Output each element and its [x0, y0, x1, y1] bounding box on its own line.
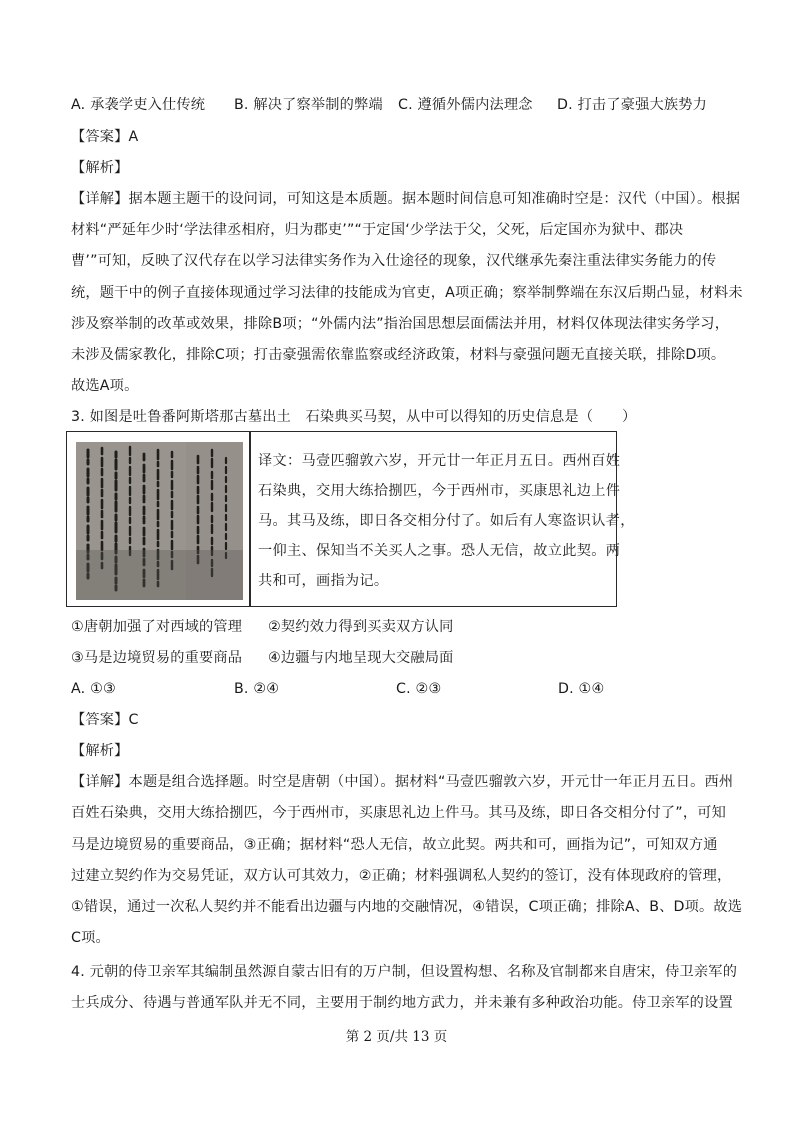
- q3-analysis-label: 【解析】: [71, 743, 129, 759]
- q3-detail-line: 过建立契约作为交易凭证，双方认可其效力，②正确；材料强调私人契约的签订，没有体现政府的管理，: [71, 868, 732, 884]
- q2-option-a: A. 承袭学吏入仕传统: [71, 97, 206, 113]
- q3-statement-2: ②契约效力得到买卖双方认同: [268, 619, 454, 635]
- q3-material-box: [66, 431, 635, 607]
- contract-document-image: [76, 442, 243, 600]
- q3-detail-line: 百姓石染典，交用大练拾捌匹，今于西州市，买康思礼边上件马。其马及练，即日各交相分付了”，可知: [71, 805, 726, 821]
- q3-option-d: D. ①④: [558, 681, 605, 697]
- q3-question: 3. 如图是吐鲁番阿斯塔那古墓出土 石染典买马契，从中可以得知的历史信息是（ ）: [71, 409, 637, 425]
- q3-statement-1: ①唐朝加强了对西域的管理: [71, 619, 243, 635]
- q2-option-c: C. 遵循外儒内法理念: [398, 97, 533, 113]
- q4-text-line: 4. 元朝的侍卫亲军其编制虽然源自蒙古旧有的万户制，但设置构想、名称及官制都来自唐宋，侍卫亲军的: [71, 964, 738, 980]
- material-line: 共和可，画指为记。: [258, 573, 389, 589]
- q2-analysis-label: 【解析】: [71, 160, 129, 176]
- q3-detail-line: C项。: [71, 930, 110, 946]
- q3-detail-line: ①错误，通过一次私人契约并不能看出边疆与内地的交融情况，④错误，C项正确；排除A、B、D项。故选: [71, 899, 743, 915]
- q2-detail-line: 材料“严延年少时‘学法律丞相府，归为郡吏’”“于定国‘少学法于父，父死，后定国亦为狱中、郡决: [71, 222, 684, 238]
- material-line: 译文：马壹匹骝敦六岁，开元廿一年正月五日。西州百姓: [258, 453, 621, 469]
- q3-statement-4: ④边疆与内地呈现大交融局面: [268, 650, 454, 666]
- material-line: 一仰主、保知当不关买人之事。恐人无信，故立此契。两: [258, 543, 621, 559]
- q3-detail-line: 马是边境贸易的重要商品，③正确；据材料“恐人无信，故立此契。两共和可，画指为记”，可知双方通: [71, 837, 718, 853]
- q2-detail-line: 涉及察举制的改革或效果，排除B项；“外儒内法”指治国思想层面儒法并用，材料仅体现法律实务学习，: [71, 316, 730, 332]
- page-footer: 第 2 页/共 13 页: [345, 1029, 448, 1045]
- q2-detail-line: 未涉及儒家教化，排除C项；打击豪强需依靠监察或经济政策，材料与豪强问题无直接关联，排除D项。: [71, 347, 726, 363]
- q3-answer-label: 【答案】C: [71, 712, 139, 728]
- q2-answer-label: 【答案】A: [71, 129, 139, 145]
- material-line: 马。其马及练，即日各交相分付了。如后有人寒盗识认者，: [258, 513, 635, 529]
- q3-detail-line: 【详解】本题是组合选择题。时空是唐朝（中国）。据材料“马壹匹骝敦六岁，开元廿一年正月五日。西州: [71, 774, 734, 790]
- q3-option-c: C. ②③: [396, 681, 442, 697]
- q2-detail-line: 【详解】据本题主题干的设问词，可知这是本质题。据本题时间信息可知准确时空是：汉代（中国）。根据: [71, 191, 741, 207]
- q3-material-translation: [258, 446, 635, 596]
- material-line: 石染典，交用大练拾捌匹，今于西州市，买康思礼边上件: [258, 483, 621, 499]
- q2-detail-line: 统，题干中的例子直接体现通过学习法律的技能成为官吏，A项正确；察举制弊端在东汉后期凸显，材料未: [71, 285, 743, 301]
- q2-option-d: D. 打击了豪强大族势力: [557, 97, 708, 113]
- q4-text-line: 士兵成分、待遇与普通军队并无不同，主要用于制约地方武力，并未兼有多种政治功能。侍卫亲军的设置: [71, 995, 733, 1011]
- q2-detail-line: 故选A项。: [71, 378, 139, 394]
- q2-detail-line: 曹’”可知，反映了汉代存在以学习法律实务作为入仕途径的现象，汉代继承先秦注重法律实务能力的传: [71, 253, 717, 269]
- q3-option-a: A. ①③: [71, 681, 116, 697]
- q2-option-b: B. 解决了察举制的弊端: [234, 97, 383, 113]
- q3-statement-3: ③马是边境贸易的重要商品: [71, 650, 243, 666]
- material-divider: [249, 432, 251, 606]
- q3-option-b: B. ②④: [234, 681, 280, 697]
